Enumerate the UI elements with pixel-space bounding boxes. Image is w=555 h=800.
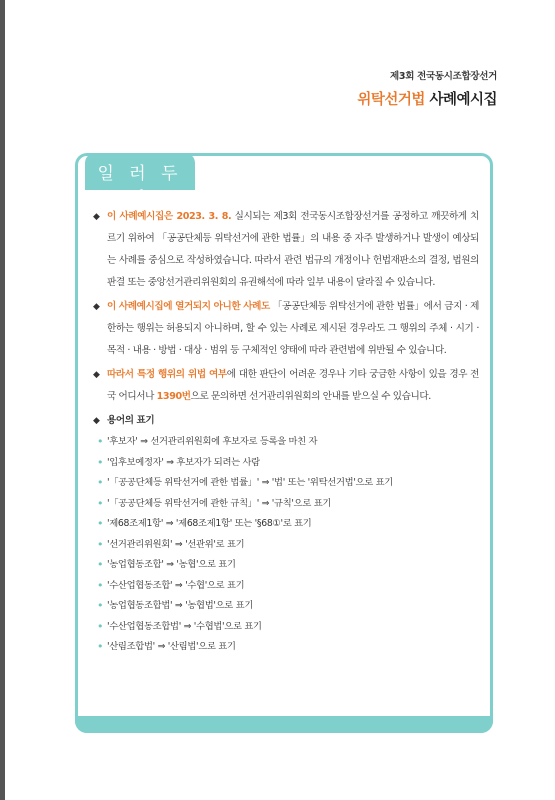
term-item [93,473,479,494]
dot-bullet-icon: • [97,517,104,530]
note-text: 「공공단체등 위탁선거에 관한 법률」에서 금지 · 제한하는 행위는 허용되지 아니하며, 할 수 있는 사례로 제시된 경우라도 그 행위의 주체 · 시기 · 목적 · 내용 · 방법 · 대상 · 범위 등 구체적인 양태에 따라 관련법에 위반될 수 있습니다. [107,301,479,356]
note-paragraph [93,206,479,294]
header-title [357,88,497,109]
term-text: '「공공단체등 위탁선거에 관한 규칙」' ⇒ '규칙'으로 표기 [107,497,332,509]
dot-bullet-icon: • [97,455,104,469]
terms-heading-label: 용어의 표기 [107,415,155,426]
notes-content [93,206,479,658]
dot-bullet-icon: • [97,558,104,571]
note-highlight: 이 사례예시집은 2023. 3. 8. [107,211,232,222]
header-title-accent: 위탁선거법 [357,92,425,108]
note-text: 실시되는 제3회 전국동시조합장선거를 공정하고 깨끗하게 치르기 위하여 「공공단체등 위탁선거에 관한 법률」의 내용 중 자주 발생하거나 발생이 예상되는 사례를 중심으로 작성하였습니다. 따라서 관련 법규의 개정이나 헌법재판소의 결정, 법원의 판결 또는 중앙선거관리위원회의 유권해석에 따라 일부 내용이 달라질 수 있습니다. [107,211,479,288]
page-header [357,68,497,109]
note-paragraph [93,296,479,362]
terms-heading [93,410,479,432]
term-text: '수산업협동조합법' ⇒ '수협법'으로 표기 [107,620,262,632]
term-item [93,432,479,453]
term-item [93,596,479,617]
term-text: '수산업협동조합' ⇒ '수협'으로 표기 [107,579,245,591]
diamond-bullet-icon: ◆ [93,212,100,222]
term-item [93,514,479,535]
term-item [93,453,479,474]
dot-bullet-icon: • [97,476,104,489]
dot-bullet-icon: • [97,496,104,510]
dot-bullet-icon: • [97,599,104,612]
term-text: '농업협동조합' ⇒ '농협'으로 표기 [107,559,236,570]
page-edge-strip [0,0,5,800]
notes-tab-label: 일 러 두 기 [97,164,183,209]
diamond-bullet-icon: ◆ [93,370,100,380]
note-highlight: 이 사례예시집에 열거되지 아니한 사례도 [107,301,270,312]
dot-bullet-icon: • [97,578,104,592]
term-item [93,576,479,597]
note-paragraph [93,364,479,408]
term-text: '제68조제1항' ⇒ '제68조제1항' 또는 '§68①'로 표기 [107,518,312,529]
dot-bullet-icon: • [97,640,104,653]
term-text: '농업협동조합법' ⇒ '농협법'으로 표기 [107,600,254,611]
dot-bullet-icon: • [97,537,104,551]
term-text: '후보자' ⇒ 선거관리위원회에 후보자로 등록을 마친 자 [107,436,318,447]
term-text: '선거관리위원회' ⇒ '선관위'로 표기 [107,538,245,550]
diamond-bullet-icon: ◆ [93,302,100,312]
header-title-rest: 사례예시집 [424,92,497,108]
diamond-bullet-icon: ◆ [93,416,100,426]
note-highlight: 따라서 특정 행위의 위법 여부 [107,369,227,380]
term-item [93,535,479,556]
phone-number: 1390번 [156,391,191,402]
dot-bullet-icon: • [97,619,104,633]
note-text: 으로 문의하면 선거관리위원회의 안내를 받으실 수 있습니다. [190,391,431,402]
header-subtitle: 제3회 전국동시조합장선거 [390,71,497,82]
dot-bullet-icon: • [97,435,104,448]
term-item [93,494,479,515]
term-text: '「공공단체등 위탁선거에 관한 법률」' ⇒ '법' 또는 '위탁선거법'으로 표기 [107,477,393,488]
notes-box-footer [75,716,493,733]
note-text: 에 대한 판단이 어려운 경우나 기타 궁금한 사항이 있을 경우 전국 어디서나 [107,369,480,402]
term-text: '산림조합법' ⇒ '산림법'으로 표기 [107,641,236,652]
term-item [93,555,479,576]
term-text: '입후보예정자' ⇒ 후보자가 되려는 사람 [107,456,260,468]
term-item [93,617,479,638]
term-item [93,637,479,658]
